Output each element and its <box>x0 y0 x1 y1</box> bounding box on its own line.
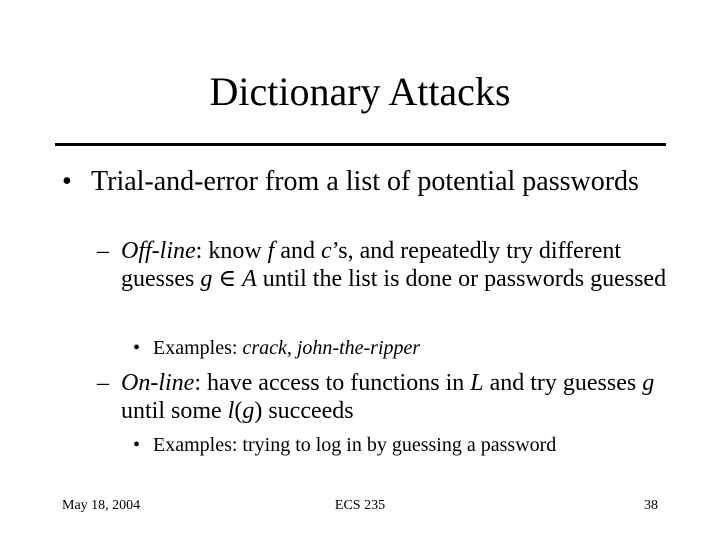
footer-course: ECS 235 <box>334 498 386 513</box>
slide-title: Dictionary Attacks <box>209 69 511 114</box>
example-crack: crack <box>242 337 287 359</box>
var-A: A <box>242 266 257 292</box>
text-fragment: ’s, and repeatedly try different guesses <box>121 238 622 292</box>
var-c: c <box>320 238 332 264</box>
bullet-marker: • <box>133 434 141 456</box>
footer-date: May 18, 2004 <box>62 498 141 513</box>
bullet-1-1-text <box>97 237 677 293</box>
text-fragment: ) succeeds <box>254 398 354 424</box>
var-f: f <box>267 238 275 264</box>
examples-offline <box>133 336 693 360</box>
bullet-1-1-1 <box>133 336 693 360</box>
text-fragment: and try guesses <box>483 370 643 396</box>
bullet-1-2-1 <box>133 433 693 457</box>
element-of-symbol: ∈ <box>212 266 243 292</box>
bullet-1-1 <box>97 237 677 293</box>
offline-term: Off-line <box>121 238 196 264</box>
dash-marker: – <box>97 370 109 396</box>
title-divider <box>55 143 666 146</box>
bullet-marker: • <box>62 166 72 197</box>
var-g: g <box>642 370 655 396</box>
bullet-1-text: Trial-and-error from a list of potential passwords <box>91 166 639 197</box>
bullet-1-2 <box>97 369 677 425</box>
var-L: L <box>470 370 484 396</box>
dash-marker: – <box>97 238 109 264</box>
bullet-1-2-text <box>97 369 677 425</box>
footer-page-number: 38 <box>644 498 658 513</box>
bullet-1 <box>62 165 672 198</box>
text-fragment: Examples: <box>153 337 243 359</box>
text-fragment: until some <box>121 398 228 424</box>
bullet-marker: • <box>133 337 141 359</box>
text-fragment: until the list is done or passwords guessed <box>256 266 667 292</box>
text-fragment: : know <box>195 238 268 264</box>
text-fragment: ( <box>234 398 243 424</box>
examples-online: Examples: trying to log in by guessing a password <box>153 434 557 456</box>
var-g: g <box>242 398 255 424</box>
online-term: On-line <box>121 370 195 396</box>
example-john-the-ripper: john-the-ripper <box>296 337 421 359</box>
var-l: l <box>227 398 235 424</box>
var-g: g <box>200 266 213 292</box>
text-fragment: and <box>274 238 321 264</box>
text-fragment: : have access to functions in <box>194 370 471 396</box>
text-fragment: , <box>286 337 297 359</box>
